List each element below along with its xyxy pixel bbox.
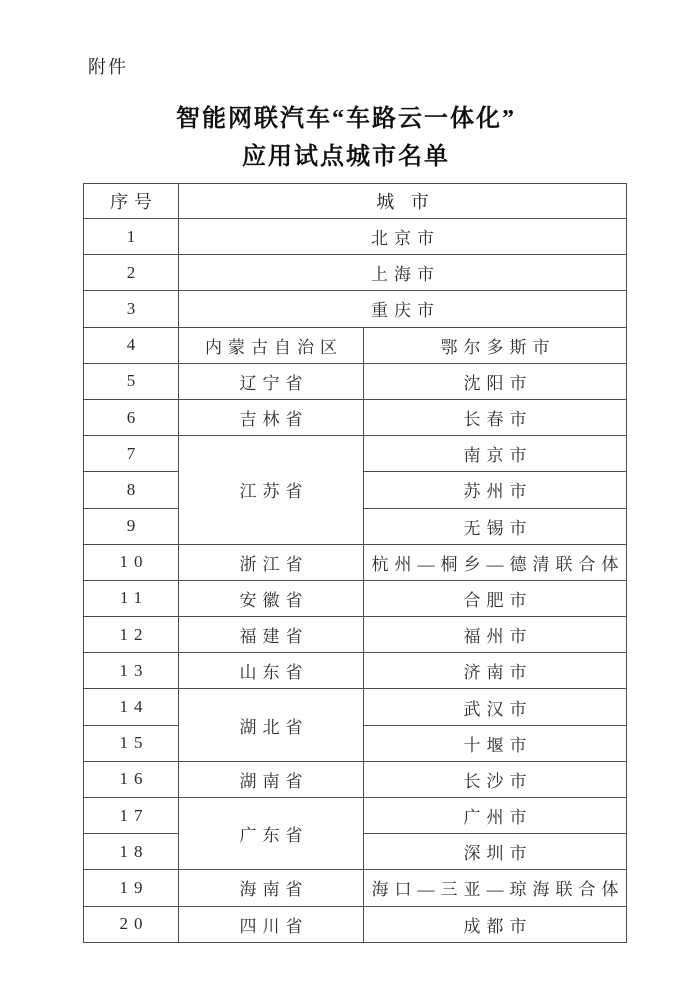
row-index-cell: 14 (84, 689, 179, 725)
province-cell: 海南省 (179, 870, 364, 906)
table-row (84, 544, 627, 580)
city-cell: 无锡市 (364, 508, 627, 544)
row-index-cell: 1 (84, 219, 179, 255)
province-cell: 江苏省 (179, 436, 364, 545)
province-cell: 四川省 (179, 906, 364, 942)
table-row (84, 580, 627, 616)
table-row (84, 689, 627, 725)
table-row (84, 436, 627, 472)
row-index-cell: 20 (84, 906, 179, 942)
city-cell: 合肥市 (364, 580, 627, 616)
city-cell: 重庆市 (179, 291, 627, 327)
page-title-line2: 应用试点城市名单 (242, 144, 450, 170)
row-index-cell: 13 (84, 653, 179, 689)
row-index-cell: 11 (84, 580, 179, 616)
table-row (84, 906, 627, 942)
row-index-cell: 5 (84, 363, 179, 399)
city-cell: 南京市 (364, 436, 627, 472)
row-index-cell: 3 (84, 291, 179, 327)
province-cell: 山东省 (179, 653, 364, 689)
city-cell: 成都市 (364, 906, 627, 942)
city-cell: 沈阳市 (364, 363, 627, 399)
row-index-cell: 16 (84, 761, 179, 797)
row-index-cell: 2 (84, 255, 179, 291)
city-cell: 济南市 (364, 653, 627, 689)
city-cell: 鄂尔多斯市 (364, 327, 627, 363)
row-index-cell: 17 (84, 798, 179, 834)
city-cell: 广州市 (364, 798, 627, 834)
row-index-cell: 10 (84, 544, 179, 580)
city-cell: 十堰市 (364, 725, 627, 761)
header-index: 序号 (84, 184, 179, 219)
attachment-label: 附件 (88, 57, 128, 77)
province-cell: 浙江省 (179, 544, 364, 580)
table-row (84, 870, 627, 906)
page-title (0, 100, 692, 176)
row-index-cell: 15 (84, 725, 179, 761)
city-cell: 上海市 (179, 255, 627, 291)
row-index-cell: 8 (84, 472, 179, 508)
city-cell: 武汉市 (364, 689, 627, 725)
table-row (84, 617, 627, 653)
province-cell: 湖南省 (179, 761, 364, 797)
header-city: 城 市 (179, 184, 627, 219)
table-row (84, 798, 627, 834)
row-index-cell: 4 (84, 327, 179, 363)
city-cell: 长春市 (364, 399, 627, 435)
table-row (84, 399, 627, 435)
page-title-line1: 智能网联汽车“车路云一体化” (176, 106, 516, 132)
city-cell: 深圳市 (364, 834, 627, 870)
table-row (84, 761, 627, 797)
row-index-cell: 12 (84, 617, 179, 653)
province-cell: 内蒙古自治区 (179, 327, 364, 363)
province-cell: 广东省 (179, 798, 364, 870)
row-index-cell: 9 (84, 508, 179, 544)
row-index-cell: 18 (84, 834, 179, 870)
row-index-cell: 19 (84, 870, 179, 906)
row-index-cell: 6 (84, 399, 179, 435)
city-cell: 福州市 (364, 617, 627, 653)
table-row (84, 255, 627, 291)
city-cell: 杭州—桐乡—德清联合体 (364, 544, 627, 580)
province-cell: 福建省 (179, 617, 364, 653)
table-row (84, 363, 627, 399)
row-index-cell: 7 (84, 436, 179, 472)
table-row (84, 327, 627, 363)
table-header-row (84, 184, 627, 219)
province-cell: 安徽省 (179, 580, 364, 616)
table-row (84, 219, 627, 255)
province-cell: 辽宁省 (179, 363, 364, 399)
table-row (84, 291, 627, 327)
city-cell: 苏州市 (364, 472, 627, 508)
pilot-cities-table (83, 183, 627, 943)
city-cell: 长沙市 (364, 761, 627, 797)
city-cell: 海口—三亚—琼海联合体 (364, 870, 627, 906)
province-cell: 吉林省 (179, 399, 364, 435)
province-cell: 湖北省 (179, 689, 364, 761)
city-cell: 北京市 (179, 219, 627, 255)
table-row (84, 653, 627, 689)
